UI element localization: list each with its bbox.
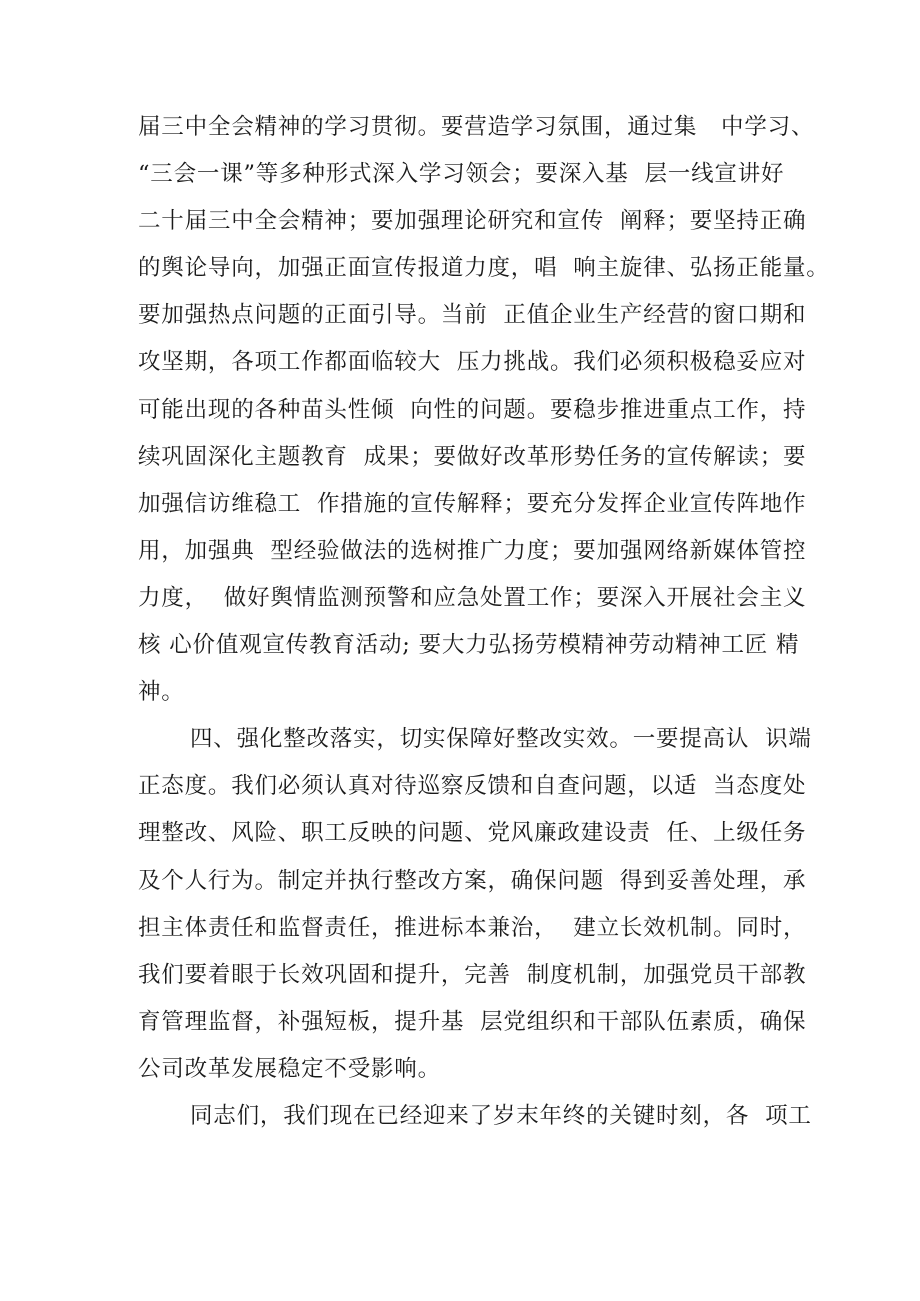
section-heading-line: 四、强化整改落实，切实保障好整改实效。一要提高认 识端 — [190, 726, 812, 753]
text-line: 理整改、风险、职工反映的问题、党风廉政建设责 任、上级任务 — [138, 820, 807, 847]
text-line: 公司改革发展稳定不受影响。 — [138, 1055, 441, 1082]
text-line: 神。 — [138, 679, 185, 706]
text-line: 正态度。我们必须认真对待巡察反馈和自查问题，以适 当态度处 — [138, 773, 807, 800]
text-line: 的舆论导向，加强正面宣传报道力度，唱 响主旋律、弘扬正能量。 — [138, 255, 830, 282]
text-line: 育管理监督，补强短板，提升基 层党组织和干部队伍素质，确保 — [138, 1008, 807, 1035]
text-line: “三会一课”等多种形式深入学习领会；要深入基 层一线宣讲好 — [138, 161, 785, 188]
text-line: 力度， 做好舆情监测预警和应急处置工作；要深入开展社会主义 — [138, 584, 807, 611]
text-line: 我们要着眼于长效巩固和提升，完善 制度机制，加强党员干部教 — [138, 961, 807, 988]
text-line: 要加强热点问题的正面引导。当前 正值企业生产经营的窗口期和 — [138, 302, 807, 329]
body-text — [138, 104, 830, 1140]
text-line: 核 心价值观宣传教育活动; 要大力弘扬劳模精神劳动精神工匠 精 — [138, 632, 800, 659]
paragraph-start-line: 同志们，我们现在已经迎来了岁末年终的关键时刻，各 项工 — [190, 1102, 812, 1129]
text-line: 担主体责任和监督责任，推进标本兼治， 建立长效机制。同时， — [138, 914, 807, 941]
text-line: 可能出现的各种苗头性倾 向性的问题。要稳步推进重点工作，持 — [138, 396, 807, 423]
text-line: 续巩固深化主题教育 成果；要做好改革形势任务的宣传解读；要 — [138, 443, 807, 470]
text-line: 攻坚期，各项工作都面临较大 压力挑战。我们必须积极稳妥应对 — [138, 349, 807, 376]
text-line: 用，加强典 型经验做法的选树推广力度；要加强网络新媒体管控 — [138, 537, 807, 564]
text-line: 届三中全会精神的学习贯彻。要营造学习氛围，通过集 中学习、 — [138, 114, 815, 140]
text-line: 二十届三中全会精神；要加强理论研究和宣传 阐释；要坚持正确 — [138, 208, 807, 235]
text-line: 及个人行为。制定并执行整改方案，确保问题 得到妥善处理，承 — [138, 867, 807, 894]
text-line: 加强信访维稳工 作措施的宣传解释；要充分发挥企业宣传阵地作 — [138, 490, 807, 517]
